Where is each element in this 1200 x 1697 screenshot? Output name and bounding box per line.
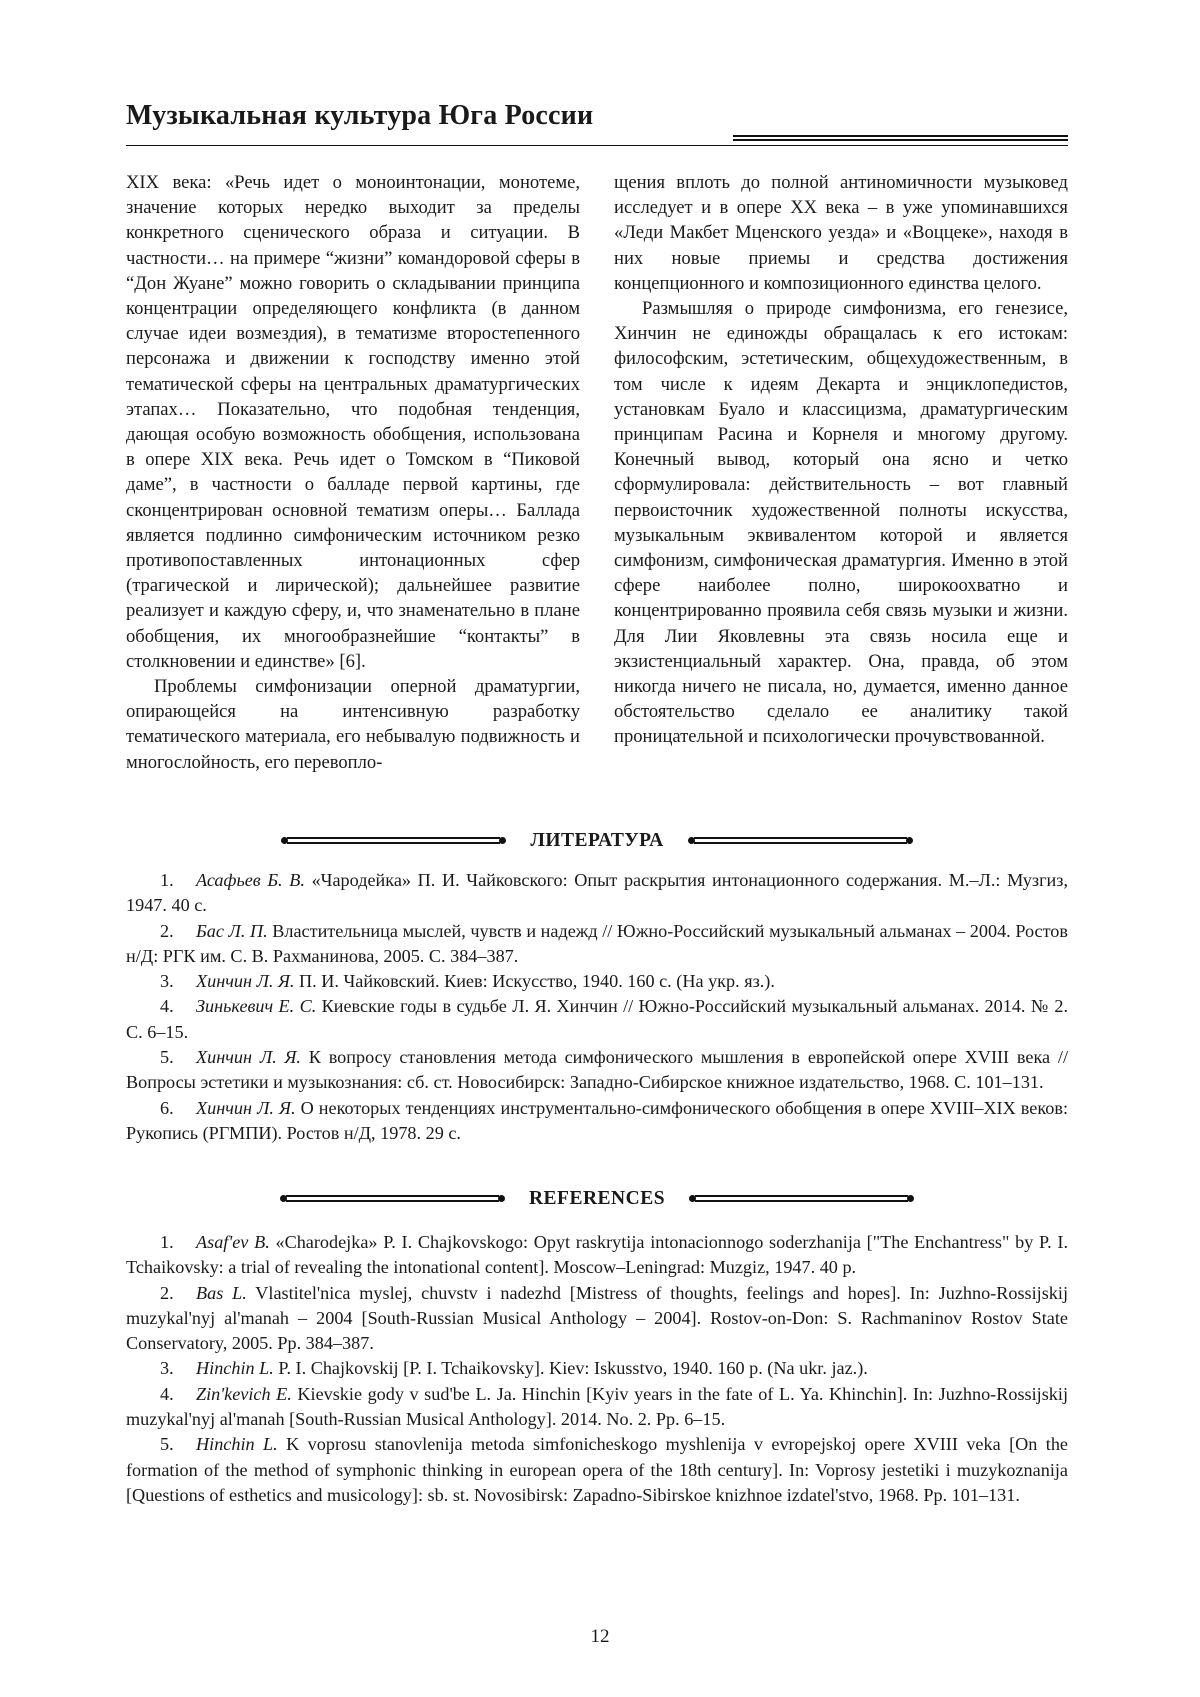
body-columns: [126, 170, 1068, 792]
list-item: 5. Хинчин Л. Я. К вопросу становления метода симфонического мышления в европейской опере XVIII века // Вопросы эстетики и музыкознания: сб. ст. Новосибирск: Западно-Сибирское книжное издательство, 1968. С. 101–131.: [126, 1047, 1068, 1093]
right-paragraph-2: Размышляя о природе симфонизма, его генезисе, Хинчин не единожды обращалась к его истокам: философским, эстетическим, общехудожественным, в том числе к идеям Декарта и энциклопедистов, установкам Буало и классицизма, драматургическим принципам Расина и Корнеля и многому другому. Конечный вывод, который она ясно и четко сформулировала: действительность – вот главный первоисточник художественной полноты искусства, музыкальным эквивалентом которой и является симфонизм, симфоническая драматургия. Именно в этой сфере наиболее полно, широкоохватно и концентрированно проявила себя связь музыки и жизни. Для Лии Яковлевны эта связь носила еще и экзистенциальный характер. Она, правда, об этом никогда ничего не писала, но, думается, именно данное обстоятельство сделало ее аналитику такой проницательной и психологически прочувствованной.: [614, 298, 1068, 748]
list-item: 2. Bas L. Vlastitel'nica myslej, chuvstv i nadezhd [Mistress of thoughts, feelings and hopes]. In: Juzhno-Rossijskij muzykal'nyj al'manah – 2004 [South-Russian Musical Anthology – 2004]. Rostov-on-Don: S. Rachmaninov Rostov State Conservatory, 2005. Pp. 384–387.: [126, 1282, 1068, 1354]
right-paragraph-1: щения вплоть до полной антиномичности музыковед исследует и в опере XX века – в уже упоминавшихся «Леди Макбет Мценского уезда» и «Воццеке», находя в них новые приемы и средства достижения концепционного и композиционного единства целого.: [614, 172, 1068, 294]
literature-list: [126, 868, 1068, 1146]
list-item: 5. Hinchin L. K voprosu stanovlenija metoda simfonicheskogo myshlenija v evropejskoj opere XVIII veka [On the formation of the method of symphonic thinking in european opera of the 18th century]. In: Voprosy jestetiki i muzykoznanija [Questions of esthetics and musicology]: sb. st. Novosibirsk: Zapadno-Sibirskoe knizhnoe izdatel'stvo, 1968. Pp. 101–131.: [126, 1434, 1068, 1505]
running-header-title: Музыкальная культура Юга России: [126, 100, 594, 131]
references-heading: [126, 1184, 1068, 1214]
list-item: 3. Hinchin L. P. I. Chajkovskij [P. I. Tchaikovsky]. Kiev: Iskusstvo, 1940. 160 p. (Na ukr. jaz.).: [160, 1358, 868, 1379]
page-number: 12: [590, 1626, 610, 1647]
right-column: [614, 170, 1068, 792]
literature-title: ЛИТЕРАТУРА: [530, 830, 664, 851]
left-paragraph-2: Проблемы симфонизации оперной драматургии, опирающейся на интенсивную разработку тематического материала, его небывалую подвижность и многослойность, его перевопло-: [126, 676, 580, 773]
header-ornament-bars: [733, 135, 1068, 143]
ornament-left: [281, 834, 506, 848]
references-title: REFERENCES: [528, 1188, 666, 1209]
ornament-right: [688, 834, 913, 848]
ornament-left: [280, 1192, 505, 1206]
literature-heading: [126, 826, 1068, 856]
header-rule: [126, 145, 1068, 146]
list-item: 4. Zin'kevich E. Kievskie gody v sud'be L. Ja. Hinchin [Kyiv years in the fate of L. Ya. Khinchin]. In: Juzhno-Rossijskij muzykal'nyj al'manah [South-Russian Musical Anthology]. 2014. No. 2. Pp. 6–15.: [126, 1383, 1069, 1430]
list-item: 4. Зинькевич Е. С. Киевские годы в судьбе Л. Я. Хинчин // Южно-Российский музыкальный альманах. 2014. № 2. С. 6–15.: [126, 996, 1068, 1042]
ornament-right: [689, 1192, 914, 1206]
list-item: 1. Асафьев Б. В. «Чародейка» П. И. Чайковского: Опыт раскрытия интонационного содержания. М.–Л.: Музгиз, 1947. 40 с.: [126, 870, 1069, 916]
list-item: 2. Бас Л. П. Властительница мыслей, чувств и надежд // Южно-Российский музыкальный альманах – 2004. Ростов н/Д: РГК им. С. В. Рахманинова, 2005. С. 384–387.: [126, 920, 1068, 966]
list-item: 6. Хинчин Л. Я. О некоторых тенденциях инструментально-симфонического обобщения в опере XVIII–XIX веков: Рукопись (РГМПИ). Ростов н/Д, 1978. 29 с.: [126, 1097, 1069, 1143]
list-item: 1. Asaf'ev B. «Charodejka» P. I. Chajkovskogo: Opyt raskrytija intonacionnogo soderzhanija ["The Enchantress" by P. I. Tchaikovsky: a trial of revealing the intonational content]. Moscow–Leningrad: Muzgiz, 1947. 40 p.: [126, 1232, 1069, 1278]
references-list: [126, 1230, 1068, 1508]
left-column: [126, 170, 580, 792]
left-paragraph-1: XIX века: «Речь идет о моноинтонации, монотеме, значение которых нередко выходит за пределы конкретного сценического образа и ситуации. В частности… на примере “жизни” командоровой сферы в “Дон Жуане” можно говорить о складывании принципа концентрации определяющего конфликта (в данном случае идеи возмездия), в тематизме второстепенного персонажа и движении к господству именно этой тематической сферы на центральных драматургических этапах… Показательно, что подобная тенденция, дающая особую возможность обобщения, использована в опере XIX века. Речь идет о Томском в “Пиковой даме”, в частности о балладе первой картины, где сконцентрирован основной тематизм оперы… Баллада является подлинно симфоническим источником резко противопоставленных интонационных сфер (трагической и лирической); дальнейшее развитие реализует и каждую сферу, и, что знаменательно в плане обобщения, их многообразнейшие “контакты” в столкновении и единстве» [6].: [126, 172, 580, 672]
list-item: 3. Хинчин Л. Я. П. И. Чайковский. Киев: Искусство, 1940. 160 с. (На укр. яз.).: [160, 971, 775, 992]
